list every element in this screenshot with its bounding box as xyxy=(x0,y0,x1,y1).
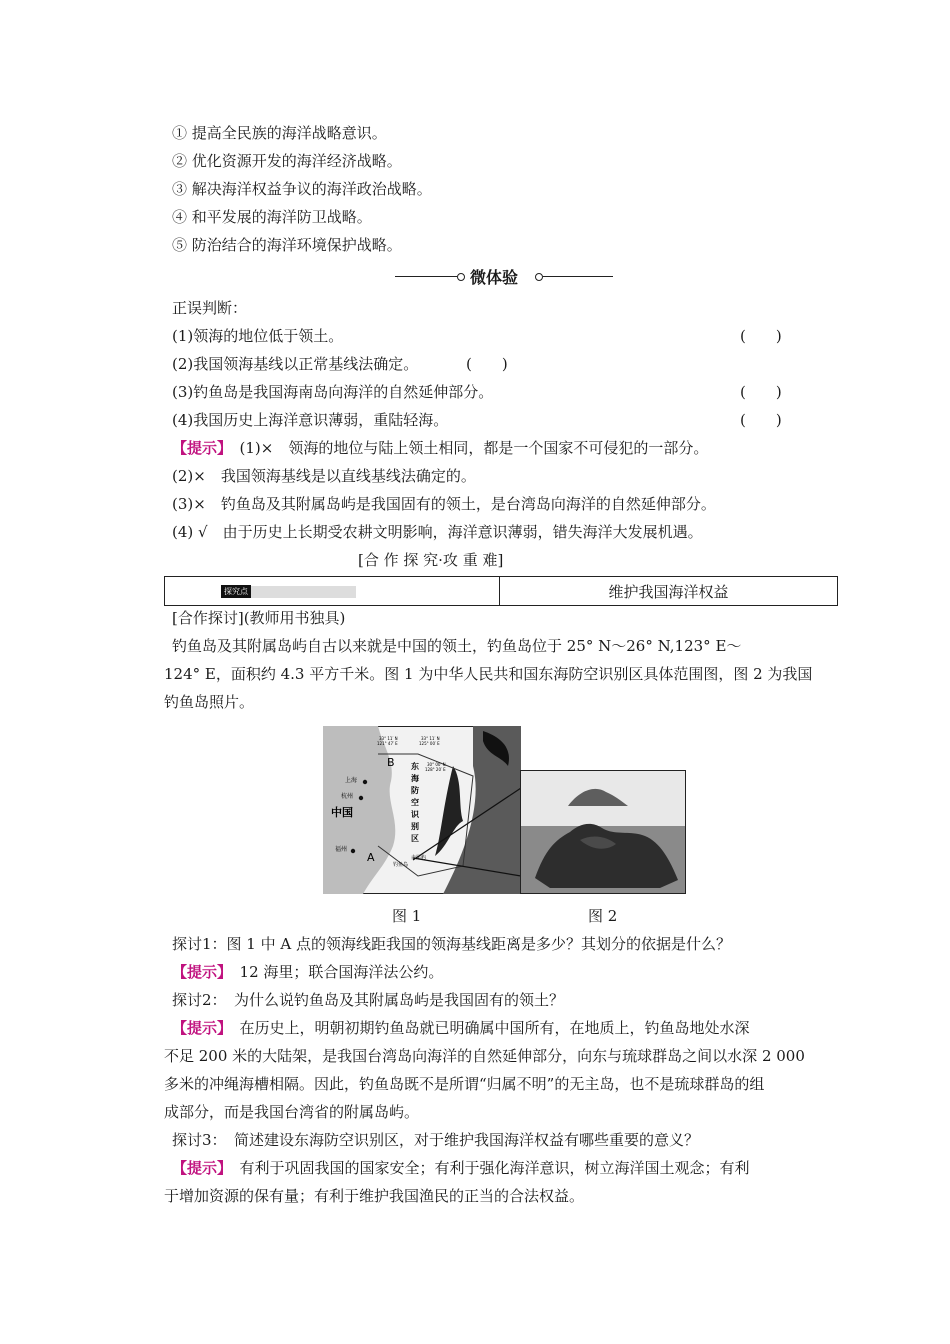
section-title: [合 作 探 究·攻 重 难] xyxy=(358,551,504,569)
hint-label: 【提示】 xyxy=(172,1019,225,1037)
answer-2-line: 成部分，而是我国台湾省的附属岛屿。 xyxy=(164,1103,420,1121)
micro-heading xyxy=(395,265,615,289)
coord-label: 33° 11′ N xyxy=(379,736,398,741)
map-figure xyxy=(323,726,521,894)
topic-badge-cell xyxy=(165,577,500,606)
city-dot xyxy=(359,796,363,800)
micro-title: 微体验 xyxy=(470,268,519,287)
city-dot xyxy=(363,780,367,784)
label-china: 中国 xyxy=(331,806,353,819)
judge-paren: ( ) xyxy=(740,411,782,429)
question-3: 探讨3： 简述建设东海防空识别区，对于维护我国海洋权益有哪些重要的意义？ xyxy=(172,1131,700,1149)
caption-fig2: 图 2 xyxy=(588,907,618,925)
coord-label: 128° 20′ E xyxy=(425,767,446,772)
coord-label: 121° 47′ E xyxy=(377,741,398,746)
answer-2-line: 多米的冲绳海槽相隔。因此，钓鱼岛既不是所谓“归属不明”的无主岛，也不是琉球群岛的组 xyxy=(164,1075,765,1093)
answer-1 xyxy=(172,962,443,982)
zone-char: 空 xyxy=(411,798,419,807)
topic-table xyxy=(164,576,838,606)
label-shanghai: 上海 xyxy=(345,777,358,784)
label-point-a: A xyxy=(367,851,375,864)
answer-text: 在历史上，明朝初期钓鱼岛就已明确属中国所有，在地质上，钓鱼岛地处水深 xyxy=(239,1019,750,1037)
label-chiweiyu: 赤尾屿 xyxy=(411,855,427,861)
zone-char: 区 xyxy=(411,834,419,843)
judge-item: (4)我国历史上海洋意识薄弱，重陆轻海。 xyxy=(172,411,449,429)
answer-line: (3)× 钓鱼岛及其附属岛屿是我国固有的领土，是台湾岛向海洋的自然延伸部分。 xyxy=(172,495,716,513)
coord-label: 33° 11′ N xyxy=(421,736,440,741)
answer-line: (4) √ 由于历史上长期受农耕文明影响，海洋意识薄弱，错失海洋大发展机遇。 xyxy=(172,523,703,541)
coord-label: 125° 00′ E xyxy=(419,741,440,746)
judge-paren: ( ) xyxy=(740,383,782,401)
question-1: 探讨1：图 1 中 A 点的领海线距我国的领海基线距离是多少？其划分的依据是什么？ xyxy=(172,935,731,953)
answer-text: (1)× 领海的地位与陆上领土相同，都是一个国家不可侵犯的一部分。 xyxy=(239,439,709,457)
answer-line: (2)× 我国领海基线是以直线基线法确定的。 xyxy=(172,467,476,485)
strategy-item: ② 优化资源开发的海洋经济战略。 xyxy=(172,152,402,170)
label-diaoyudao: 钓鱼岛 xyxy=(393,862,409,868)
zone-char: 防 xyxy=(411,786,419,795)
label-point-b: B xyxy=(387,756,395,769)
discussion-header: [合作探讨](教师用书独具) xyxy=(172,609,346,627)
answer-2-line xyxy=(172,1018,750,1038)
label-hangzhou: 杭州 xyxy=(341,793,354,800)
hint-label: 【提示】 xyxy=(172,439,225,457)
judge-item: (3)钓鱼岛是我国海南岛向海洋的自然延伸部分。 xyxy=(172,383,494,401)
judge-item: (2)我国领海基线以正常基线法确定。 xyxy=(172,355,419,373)
hint-label: 【提示】 xyxy=(172,963,225,981)
judge-item: (1)领海的地位低于领土。 xyxy=(172,327,344,345)
topic-title: 维护我国海洋权益 xyxy=(500,577,838,606)
photo-figure xyxy=(520,770,686,894)
strategy-item: ⑤ 防治结合的海洋环境保护战略。 xyxy=(172,236,402,254)
answer-3-line: 于增加资源的保有量；有利于维护我国渔民的正当的合法权益。 xyxy=(164,1187,585,1205)
zone-char: 识 xyxy=(411,810,419,819)
intro-line: 钓鱼岛及其附属岛屿自古以来就是中国的领土，钓鱼岛位于 25° N～26° N,123° E～ xyxy=(172,637,742,655)
zone-char: 别 xyxy=(411,822,419,831)
hint-label: 【提示】 xyxy=(172,1159,225,1177)
caption-fig1: 图 1 xyxy=(392,907,422,925)
answer-line xyxy=(172,438,708,458)
label-fuzhou: 福州 xyxy=(335,846,348,853)
topic-badge: 探究点 xyxy=(221,585,251,598)
answer-2-line: 不足 200 米的大陆架，是我国台湾岛向海洋的自然延伸部分，向东与琉球群岛之间以水深 2 000 xyxy=(164,1047,805,1065)
city-dot xyxy=(351,849,355,853)
micro-intro: 正误判断： xyxy=(172,299,248,317)
strategy-item: ③ 解决海洋权益争议的海洋政治战略。 xyxy=(172,180,432,198)
intro-line: 124° E，面积约 4.3 平方千米。图 1 为中华人民共和国东海防空识别区具体范围图，图 2 为我国 xyxy=(164,665,813,683)
zone-char: 海 xyxy=(411,774,419,783)
answer-3-line xyxy=(172,1158,750,1178)
question-2: 探讨2： 为什么说钓鱼岛及其附属岛屿是我国固有的领土？ xyxy=(172,991,565,1009)
answer-text: 有利于巩固我国的国家安全；有利于强化海洋意识，树立海洋国土观念；有利 xyxy=(239,1159,750,1177)
strategy-item: ④ 和平发展的海洋防卫战略。 xyxy=(172,208,372,226)
judge-paren: ( ) xyxy=(466,355,508,373)
intro-line: 钓鱼岛照片。 xyxy=(164,693,255,711)
topic-badge-bar xyxy=(251,586,356,598)
zone-char: 东 xyxy=(411,762,419,771)
coord-label: 30° 00′ N xyxy=(427,762,446,767)
judge-paren: ( ) xyxy=(740,327,782,345)
strategy-item: ① 提高全民族的海洋战略意识。 xyxy=(172,124,387,142)
answer-text: 12 海里；联合国海洋法公约。 xyxy=(239,963,444,981)
